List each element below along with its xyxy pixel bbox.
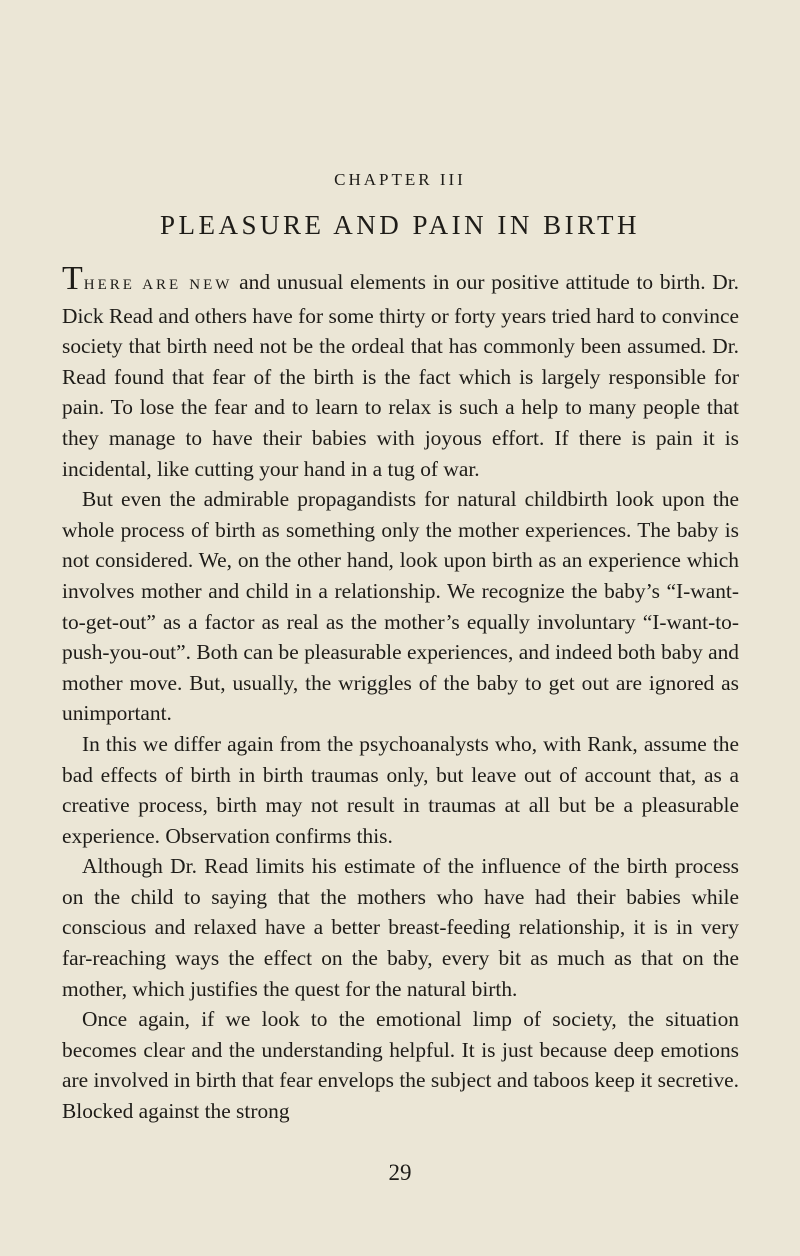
body-text bbox=[62, 260, 739, 1127]
paragraph-5: Once again, if we look to the emotional limp of society, the situation becomes clear and the understanding helpful. It is just because deep emotions are involved in birth that fear envelops the subject and taboos keep it secretive. Blocked against the strong bbox=[62, 1007, 739, 1124]
chapter-number: CHAPTER III bbox=[334, 170, 466, 189]
opening-paragraph bbox=[62, 260, 739, 484]
paragraph-3: In this we differ again from the psychoanalysts who, with Rank, assume the bad effects of birth in birth traumas only, but leave out of account that, as a creative process, birth may not result in traumas at all but be a pleasurable experience. Observation confirms this. bbox=[62, 731, 739, 848]
drop-cap: T bbox=[62, 260, 83, 297]
paragraph-2: But even the admirable propagandists for natural childbirth look upon the whole process of birth as something only the mother experiences. The baby is not considered. We, on the other hand, look upon birth as an experience which involves mother and child in a relationship. We recognize the baby’s “I-want-to-get-out” as a factor as real as the mother’s equally involuntary “I-want-to-push-you-out”. Both can be pleasurable experiences, and indeed both baby and mother move. But, usually, the wriggles of the baby to get out are ignored as unimportant. bbox=[62, 487, 739, 726]
paragraph-4: Although Dr. Read limits his estimate of the influence of the birth process on the child to saying that the mothers who have had their babies while conscious and relaxed have a better breast-feeding relationship, it is in very far-reaching ways the effect on the baby, every bit as much as that on the mother, which justifies the quest for the natural birth. bbox=[62, 854, 739, 1001]
opening-text: and unusual elements in our positive attitude to birth. Dr. Dick Read and others have for some thirty or forty years tried hard to convince society that birth need not be the ordeal that has commonly been assumed. Dr. Read found that fear of the birth is the fact which is largely responsible for pain. To lose the fear and to learn to relax is such a help to many people that they manage to have their babies with joyous effort. If there is pain it is incidental, like cutting your hand in a tug of war. bbox=[62, 270, 739, 481]
opening-smallcaps: HERE ARE NEW bbox=[83, 277, 233, 293]
page-number: 29 bbox=[388, 1160, 412, 1185]
chapter-title: PLEASURE AND PAIN IN BIRTH bbox=[160, 210, 640, 240]
